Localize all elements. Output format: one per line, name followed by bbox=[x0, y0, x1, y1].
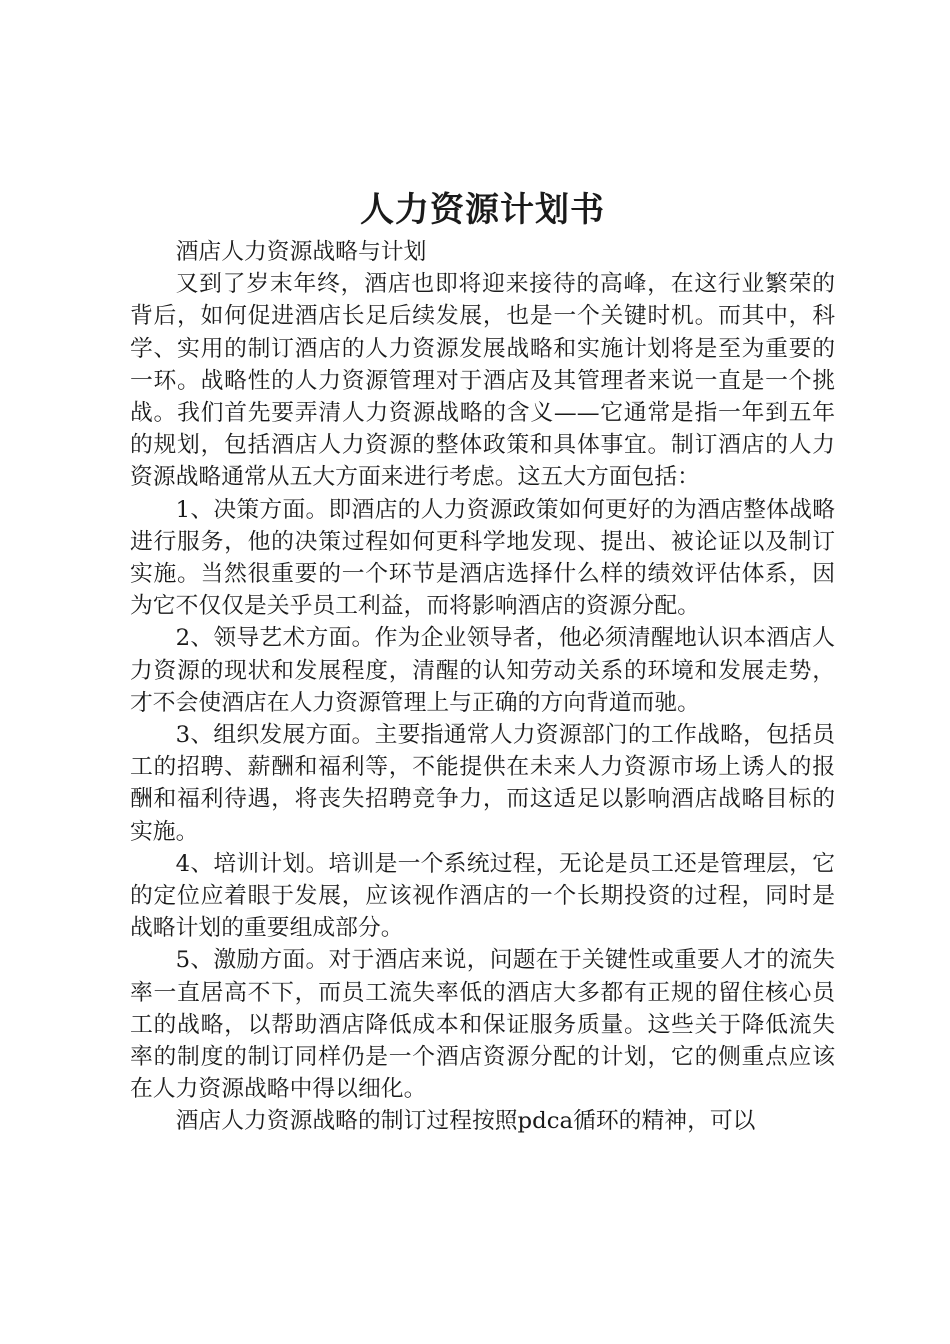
subtitle-paragraph: 酒店人力资源战略与计划 bbox=[175, 239, 427, 265]
intro-paragraph: 又到了岁末年终，酒店也即将迎来接待的高峰，在这行业繁荣的背后，如何促进酒店长足后续发展，也是一个关键时机。而其中，科学、实用的制订酒店的人力资源发展战略和实施计划将是至为重要的一环。战略性的人力资源管理对于酒店及其管理者来说一直是一个挑战。我们首先要弄清人力资源战略的含义——它通常是指一年到五年的规划，包括酒店人力资源的整体政策和具体事宜。制订酒店的人力资源战略通常从五大方面来进行考虑。这五大方面包括： bbox=[130, 271, 835, 491]
training-paragraph: 4、培训计划。培训是一个系统过程，无论是员工还是管理层，它的定位应着眼于发展，应该视作酒店的一个长期投资的过程，同时是战略计划的重要组成部分。 bbox=[130, 850, 835, 942]
pdca-paragraph: 酒店人力资源战略的制订过程按照pdca循环的精神，可以 bbox=[175, 1108, 756, 1135]
leadership-paragraph: 2、领导艺术方面。作为企业领导者，他必须清醒地认识本酒店人力资源的现状和发展程度，清醒的认知劳动关系的环境和发展走势，才不会使酒店在人力资源管理上与正确的方向背道而驰。 bbox=[130, 625, 835, 716]
document-page bbox=[130, 186, 835, 1138]
motivation-paragraph: 5、激励方面。对于酒店来说，问题在于关键性或重要人才的流失率一直居高不下，而员工流失率低的酒店大多都有正规的留住核心员工的战略，以帮助酒店降低成本和保证服务质量。这些关于降低流失率的制度的制订同样仍是一个酒店资源分配的计划，它的侧重点应该在人力资源战略中得以细化。 bbox=[130, 947, 835, 1103]
decision-paragraph: 1、决策方面。即酒店的人力资源政策如何更好的为酒店整体战略进行服务，他的决策过程如何更科学地发现、提出、被论证以及制订实施。当然很重要的一个环节是酒店选择什么样的绩效评估体系，因为它不仅仅是关乎员工利益，而将影响酒店的资源分配。 bbox=[130, 496, 835, 620]
organization-paragraph: 3、组织发展方面。主要指通常人力资源部门的工作战略，包括员工的招聘、薪酬和福利等，不能提供在未来人力资源市场上诱人的报酬和福利待遇，将丧失招聘竞争力，而这适足以影响酒店战略目标的实施。 bbox=[130, 722, 835, 845]
document-title: 人力资源计划书 bbox=[360, 190, 605, 230]
